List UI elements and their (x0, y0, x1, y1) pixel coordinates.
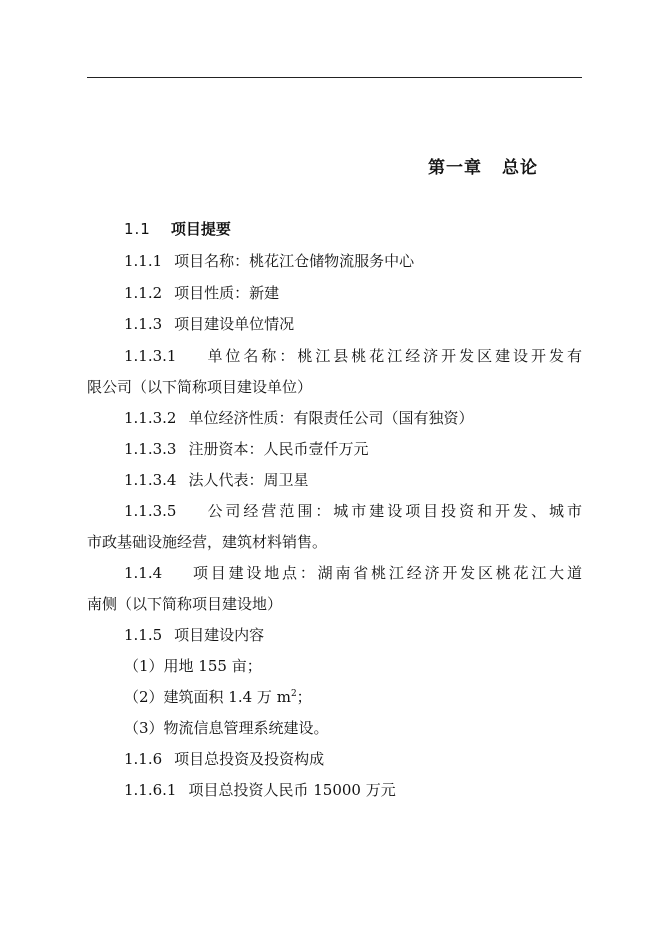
section-number: 1.1 (124, 220, 151, 238)
item-1-1-5: 1.1.5 项目建设内容 (124, 626, 265, 644)
item-1-1-6: 1.1.6 项目总投资及投资构成 (124, 750, 325, 768)
item-1-1-3-1: 1.1.3.1 单位名称：桃江县桃花江经济开发区建设开发有 (124, 347, 582, 365)
section-heading (87, 218, 582, 239)
content-item-2: （2）建筑面积 1.4 万 $m^2$； (124, 688, 312, 706)
content-item-1: （1）用地 155 亩； (124, 657, 262, 675)
item-1-1-2: 1.1.2 项目性质：新建 (124, 284, 280, 302)
item-1-1-3: 1.1.3 项目建设单位情况 (124, 315, 295, 333)
item-1-1-3-5: 1.1.3.5 公司经营范围：城市建设项目投资和开发、城市 (124, 502, 582, 520)
item-1-1-3-4: 1.1.3.4 法人代表：周卫星 (124, 471, 309, 489)
chapter-heading (428, 153, 538, 178)
item-1-1-6-1: 1.1.6.1 项目总投资人民币 15000 万元 (124, 781, 396, 799)
section-title: 项目提要 (170, 220, 231, 238)
content-item-3: （3）物流信息管理系统建设。 (124, 719, 329, 737)
item-1-1-4: 1.1.4 项目建设地点：湖南省桃江经济开发区桃花江大道 (124, 564, 582, 582)
item-1-1-3-3: 1.1.3.3 注册资本：人民币壹仟万元 (124, 440, 369, 458)
header-rule (87, 77, 582, 78)
chapter-number: 第一章 (428, 158, 482, 178)
item-1-1-3-1-cont: 限公司（以下简称项目建设单位） (87, 378, 313, 396)
chapter-title: 总论 (502, 158, 538, 178)
item-1-1-3-2: 1.1.3.2 单位经济性质：有限责任公司（国有独资） (124, 409, 474, 427)
item-1-1-1: 1.1.1 项目名称：桃花江仓储物流服务中心 (124, 252, 415, 270)
item-1-1-3-5-cont: 市政基础设施经营，建筑材料销售。 (87, 533, 328, 551)
item-1-1-4-cont: 南侧（以下简称项目建设地） (87, 595, 283, 613)
